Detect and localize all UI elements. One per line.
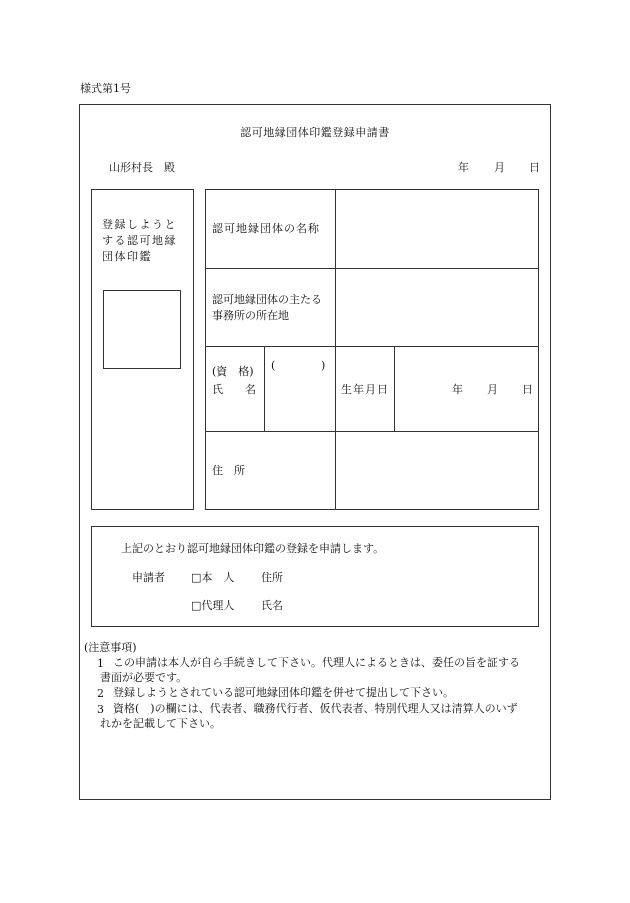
- date-month-label: 月: [494, 161, 505, 174]
- note-item-continuation: [100, 716, 221, 732]
- page-title: 認可地縁団体印鑑登録申請書: [240, 126, 390, 139]
- office-address-label: [212, 292, 322, 324]
- qualification-label: (資 格): [212, 365, 254, 378]
- office-address-label-line: 事務所の所在地: [212, 309, 289, 322]
- table-rule: [205, 346, 539, 347]
- paren-close: ): [321, 359, 326, 372]
- self-checkbox[interactable]: □本 人: [191, 571, 235, 584]
- date-day-label: 日: [529, 161, 540, 174]
- birth-day-label: 日: [522, 383, 533, 396]
- note-text-line: れかを記載して下さい。: [100, 717, 221, 730]
- table-rule: [205, 268, 539, 269]
- table-rule: [205, 431, 539, 432]
- seal-panel-line: 団体印鑑: [102, 250, 152, 263]
- seal-panel-label: [102, 217, 177, 265]
- application-statement: 上記のとおり認可地縁団体印鑑の登録を申請します。: [121, 542, 385, 555]
- note-item-continuation: [100, 670, 187, 686]
- birthdate-label: 生年月日: [341, 383, 389, 396]
- seal-panel-line: する認可地縁: [102, 234, 177, 247]
- note-item: [113, 655, 520, 671]
- form-number: 様式第1号: [80, 82, 131, 95]
- birth-month-label: 月: [487, 383, 498, 396]
- applicant-label: 申請者: [132, 571, 165, 584]
- note-text-line: 登録しようとされている認可地縁団体印鑑を併せて提出して下さい。: [113, 686, 454, 699]
- table-rule: [335, 189, 336, 510]
- note-number: 2: [97, 687, 104, 700]
- representative-name-field[interactable]: [266, 348, 334, 430]
- date-year-label: 年: [458, 161, 469, 174]
- person-name-label: 氏 名: [212, 383, 256, 396]
- note-text-line: 資格( )の欄には、代表者、職務代行者、仮代表者、特別代理人又は清算人のいず: [113, 702, 518, 715]
- table-rule: [394, 346, 395, 431]
- org-name-label: 認可地縁団体の名称: [212, 222, 320, 235]
- address-field[interactable]: [337, 433, 537, 509]
- birth-year-label: 年: [452, 383, 463, 396]
- note-number: 1: [97, 657, 104, 670]
- note-text-line: この申請は本人が自ら手続きして下さい。代理人によるときは、委任の旨を証する: [113, 656, 520, 669]
- note-item: [113, 701, 518, 717]
- office-address-label-line: 認可地縁団体の主たる: [212, 293, 322, 306]
- paren-open: (: [271, 359, 276, 372]
- note-number: 3: [97, 703, 104, 716]
- office-address-field[interactable]: [337, 270, 537, 345]
- seal-panel-line: 登録しようと: [102, 218, 177, 231]
- notes-heading: (注意事項): [84, 641, 137, 654]
- seal-impression-box[interactable]: [103, 290, 181, 369]
- note-item: [113, 685, 454, 701]
- org-name-field[interactable]: [337, 191, 537, 267]
- agent-checkbox[interactable]: □代理人: [191, 599, 235, 612]
- self-address-label: 住所: [261, 571, 283, 584]
- table-rule: [264, 346, 265, 431]
- note-text-line: 書面が必要です。: [100, 671, 188, 684]
- agent-name-label: 氏名: [261, 599, 283, 612]
- address-label: 住 所: [212, 464, 245, 477]
- addressee: 山形村長 殿: [109, 161, 175, 174]
